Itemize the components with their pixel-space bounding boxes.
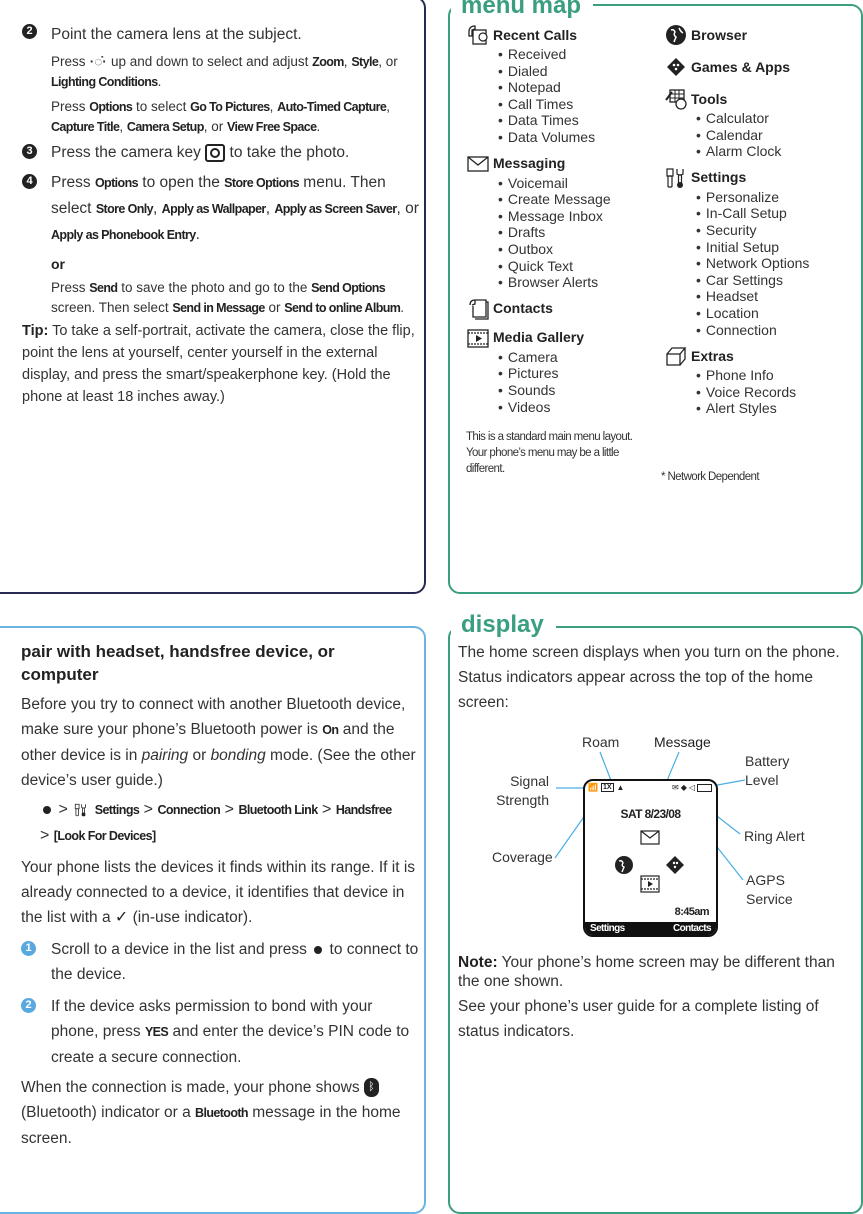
menu-item: • Message Inbox xyxy=(466,208,646,225)
menu-item: • Location xyxy=(664,305,854,322)
menu-item: • Calendar xyxy=(664,127,854,144)
network-dependent-footnote: * Network Dependent xyxy=(661,471,759,483)
menu-item: • Alert Styles xyxy=(664,400,854,417)
screen-time: 8:45am xyxy=(674,906,709,918)
menu-contacts: Contacts xyxy=(466,298,646,320)
pair-intro: Before you try to connect with another Bluetooth device, make sure your phone’s Bluetooth power is On and the other device is in pairing or bonding mode. (See the other device’s user guide.) xyxy=(21,696,416,789)
battery-icon xyxy=(697,784,712,792)
pair-step-2: 2 If the device asks permission to bond with your phone, press YES and enter the device’s PIN code to create a secure connection. xyxy=(21,994,421,1070)
menu-item: • Browser Alerts xyxy=(466,274,646,291)
menu-item: • Voicemail xyxy=(466,175,646,192)
display-title: display xyxy=(451,613,556,637)
tip: Tip: To take a self-portrait, activate the camera, close the flip, point the lens at yourself, center yourself in the external display, and press the smart/speakerphone key. (Hold the phone at least 18 inches away.) xyxy=(22,323,415,405)
softkey-bar xyxy=(585,922,716,935)
menu-extras: Extras xyxy=(664,345,854,367)
label-agps-service: AGPS Service xyxy=(746,872,793,907)
menu-item: • Security xyxy=(664,222,854,239)
menu-path: > Settings > Connection > Bluetooth Link > Handsfree > [Look For Devices] xyxy=(40,801,392,844)
path-bluetooth-link: Bluetooth Link xyxy=(238,803,318,817)
menu-item: • Call Times xyxy=(466,96,646,113)
menu-item: • Notepad xyxy=(466,79,646,96)
signal-strength-icon: 📶 xyxy=(588,783,598,792)
step-detail-options: Press Options to select Go To Pictures, Auto-Timed Capture, Capture Title, Camera Setup, or View Free Space. xyxy=(51,99,391,134)
step-detail: Press ·◌̇· up and down to select and adjust Zoom, Style, or Lighting Conditions. xyxy=(51,54,398,89)
menu-item: • Received xyxy=(466,46,646,63)
menu-item: • Personalize xyxy=(664,189,854,206)
bluetooth-icon: ᛒ xyxy=(364,1078,379,1097)
menu-item: • Quick Text xyxy=(466,258,646,275)
pair-list-text: Your phone lists the devices it finds within its range. If it is already connected to a device, it identifies that device in the list with a ✓ (in-use indicator). xyxy=(21,859,416,926)
step-number: 3 xyxy=(22,144,37,159)
path-settings: Settings xyxy=(94,803,140,817)
in-use-check-icon: ✓ xyxy=(114,909,129,926)
menu-games-apps: Games & Apps xyxy=(664,56,854,78)
menu-item: • Data Volumes xyxy=(466,129,646,146)
menu-item: • Alarm Clock xyxy=(664,143,854,160)
menu-item: • Headset xyxy=(664,288,854,305)
media-gallery-icon xyxy=(640,874,660,894)
messaging-icon xyxy=(640,830,660,846)
menu-item: • Pictures xyxy=(466,365,646,382)
menu-item: • Videos xyxy=(466,399,646,416)
phone-home-screen xyxy=(583,779,718,937)
roam-icon: ▲ xyxy=(616,783,625,792)
step-4: 4 Press Options to open the Store Options menu. Then select Store Only, Apply as Wallpaper, Apply as Screen Saver, or Apply as Phonebook Entry. or Press Send to save the photo and go to the Send Options screen. Then select Send in Message or Send to online Album. xyxy=(22,170,422,318)
menu-item: • Camera xyxy=(466,349,646,366)
menu-item: • Outbox xyxy=(466,241,646,258)
message-icon: ✉ xyxy=(671,783,679,792)
status-bar-right xyxy=(672,783,712,792)
softkey-settings[interactable]: Settings xyxy=(590,923,625,934)
menu-item: • Initial Setup xyxy=(664,239,854,256)
menu-item: • Phone Info xyxy=(664,367,854,384)
menu-item: • Car Settings xyxy=(664,272,854,289)
menu-item: • Dialed xyxy=(466,63,646,80)
display-note: Note: Your phone’s home screen may be different than the one shown. xyxy=(458,954,835,990)
agps-icon: ◆ xyxy=(680,783,687,792)
menu-media-gallery: Media Gallery xyxy=(466,327,646,349)
or-separator: or xyxy=(51,256,65,272)
menu-item: • Connection xyxy=(664,322,854,339)
step-number: 1 xyxy=(21,941,36,956)
menu-recent-calls: Recent Calls xyxy=(466,24,646,46)
path-look-for-devices: [Look For Devices] xyxy=(53,829,156,843)
menu-map-title: menu map xyxy=(451,0,593,18)
label-ring-alert: Ring Alert xyxy=(744,828,805,844)
display-see-guide: See your phone’s user guide for a complete listing of status indicators. xyxy=(458,998,819,1040)
menu-tools: Tools xyxy=(664,88,854,110)
menu-map-footnote: This is a standard main menu layout. Your phone’s menu may be a little different. xyxy=(466,431,633,475)
menu-item: • Data Times xyxy=(466,112,646,129)
path-connection: Connection xyxy=(157,803,221,817)
ring-alert-icon: ◁ xyxy=(688,783,695,792)
menu-item: • Voice Records xyxy=(664,384,854,401)
browser-icon xyxy=(614,855,634,875)
step-3: 3 Press the camera key to take the photo. xyxy=(22,140,422,165)
step-number: 4 xyxy=(22,174,37,189)
menu-item: • Network Options xyxy=(664,255,854,272)
label-roam: Roam xyxy=(582,734,620,750)
menu-messaging: Messaging xyxy=(466,153,646,175)
display-intro: The home screen displays when you turn on the phone. Status indicators appear across the top of the home screen: xyxy=(458,644,840,711)
menu-item: • Calculator xyxy=(664,110,854,127)
pair-step-1: 1 Scroll to a device in the list and press to connect to the device. xyxy=(21,937,421,987)
step-number: 2 xyxy=(22,24,37,39)
menu-browser: Browser xyxy=(664,24,854,46)
menu-item: • In-Call Setup xyxy=(664,205,854,222)
menu-item: • Sounds xyxy=(466,382,646,399)
label-coverage: Coverage xyxy=(492,849,553,865)
label-message: Message xyxy=(654,734,711,750)
status-bar-left xyxy=(588,783,624,792)
menu-item: • Create Message xyxy=(466,191,646,208)
menu-settings: Settings xyxy=(664,167,854,189)
softkey-contacts[interactable]: Contacts xyxy=(673,923,711,934)
menu-item: • Drafts xyxy=(466,224,646,241)
screen-date: SAT 8/23/08 xyxy=(620,807,681,821)
pair-final-text: When the connection is made, your phone shows ᛒ (Bluetooth) indicator or a Bluetooth message in the home screen. xyxy=(21,1079,401,1147)
label-signal-strength: Signal Strength xyxy=(496,773,549,808)
label-battery-level: Battery Level xyxy=(745,753,790,788)
pair-heading: pair with headset, handsfree device, or computer xyxy=(21,642,335,684)
nav-key-icon: ·◌̇· xyxy=(89,54,107,69)
games-apps-icon xyxy=(665,855,685,875)
step-text: Point the camera lens at the subject. xyxy=(51,26,302,43)
path-handsfree: Handsfree xyxy=(335,803,392,817)
step-number: 2 xyxy=(21,998,36,1013)
coverage-icon: 1X xyxy=(602,784,612,791)
